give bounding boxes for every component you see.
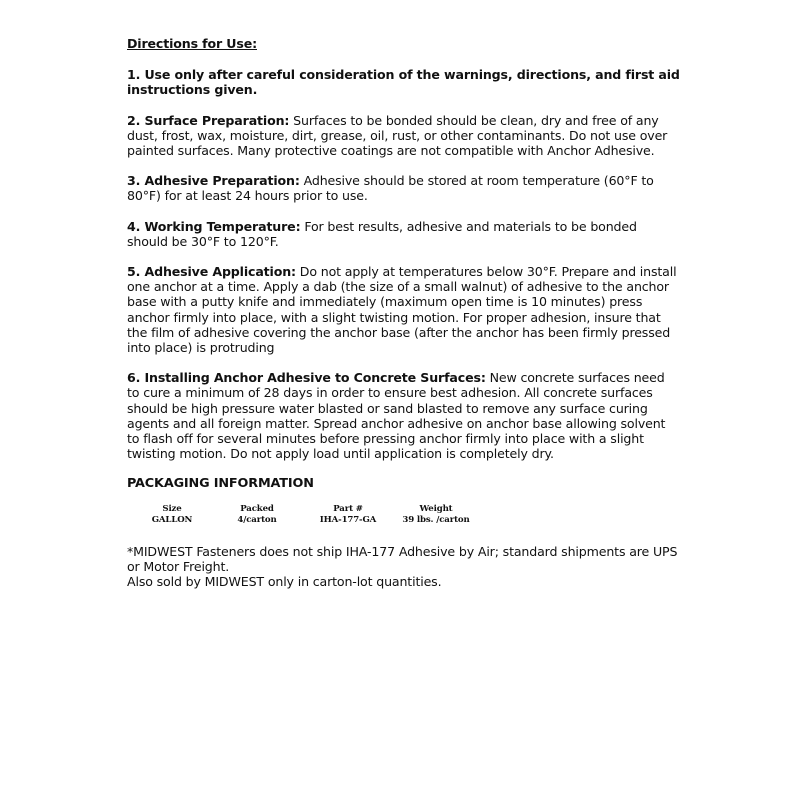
step-3-text: Adhesive should be stored at room temperature (60°F to 80°F) for at least 24 hours prior to use.: [127, 173, 654, 204]
cell-weight: 39 lbs. /carton: [402, 514, 470, 525]
step-2-lead: 2. Surface Preparation:: [127, 112, 290, 128]
step-6-text: New concrete surfaces need to cure a minimum of 28 days in order to ensure best adhesion. All concrete surfaces should be high pressure water blasted or sand blasted to remove any surface curing agents and all foreign matter. Spread anchor adhesive on anchor base allowing solvent to flash off for several minutes before pressing anchor firmly into place with a slight twisting motion. Do not apply load until application is completely dry.: [127, 370, 666, 462]
shipping-note: *MIDWEST Fasteners does not ship IHA-177 Adhesive by Air; standard shipments are UPS or Motor Freight.: [127, 543, 678, 574]
cell-part: IHA-177-GA: [319, 514, 377, 525]
step-4: [127, 219, 680, 249]
step-4-text: For best results, adhesive and materials to be bonded should be 30°F to 120°F.: [127, 218, 637, 249]
step-6-lead: 6. Installing Anchor Adhesive to Concrete Surfaces:: [127, 370, 486, 386]
header-weight: Weight: [419, 503, 453, 514]
step-5-lead: 5. Adhesive Application:: [127, 264, 296, 280]
cell-packed: 4/carton: [237, 514, 277, 525]
carton-note: Also sold by MIDWEST only in carton-lot quantities.: [127, 574, 442, 590]
step-5: [127, 264, 680, 355]
step-3: [127, 173, 680, 203]
step-1: [127, 67, 680, 97]
table-row: [133, 515, 479, 526]
packaging-title: PACKAGING INFORMATION: [127, 476, 314, 492]
step-2: [127, 113, 680, 159]
step-5-text: Do not apply at temperatures below 30°F. Prepare and install one anchor at a time. Apply a dab (the size of a small walnut) of adhesive to the anchor base with a putty knife and immediately (maximum open time is 10 minutes) press anchor firmly into place, with a slight twisting motion. For proper adhesion, insure that the film of adhesive covering the anchor base (after the anchor has been firmly pressed into place) is protruding: [127, 264, 677, 356]
packaging-header-row: [133, 504, 479, 515]
step-2-text: Surfaces to be bonded should be clean, dry and free of any dust, frost, wax, moisture, dirt, grease, oil, rust, or other contaminants. Do not use over painted surfaces. Many protective coatings are not compatible with Anchor Adhesive.: [127, 112, 668, 159]
step-3-lead: 3. Adhesive Preparation:: [127, 173, 300, 189]
cell-size: GALLON: [151, 514, 193, 525]
step-1-text: 1. Use only after careful consideration of the warnings, directions, and first aid instructions given.: [127, 67, 680, 98]
step-4-lead: 4. Working Temperature:: [127, 218, 301, 234]
header-size: Size: [162, 503, 182, 514]
step-6: [127, 370, 680, 461]
directions-heading: Directions for Use:: [127, 36, 257, 51]
header-packed: Packed: [240, 503, 274, 514]
packaging-table: [133, 504, 479, 526]
header-part: Part #: [333, 503, 363, 514]
